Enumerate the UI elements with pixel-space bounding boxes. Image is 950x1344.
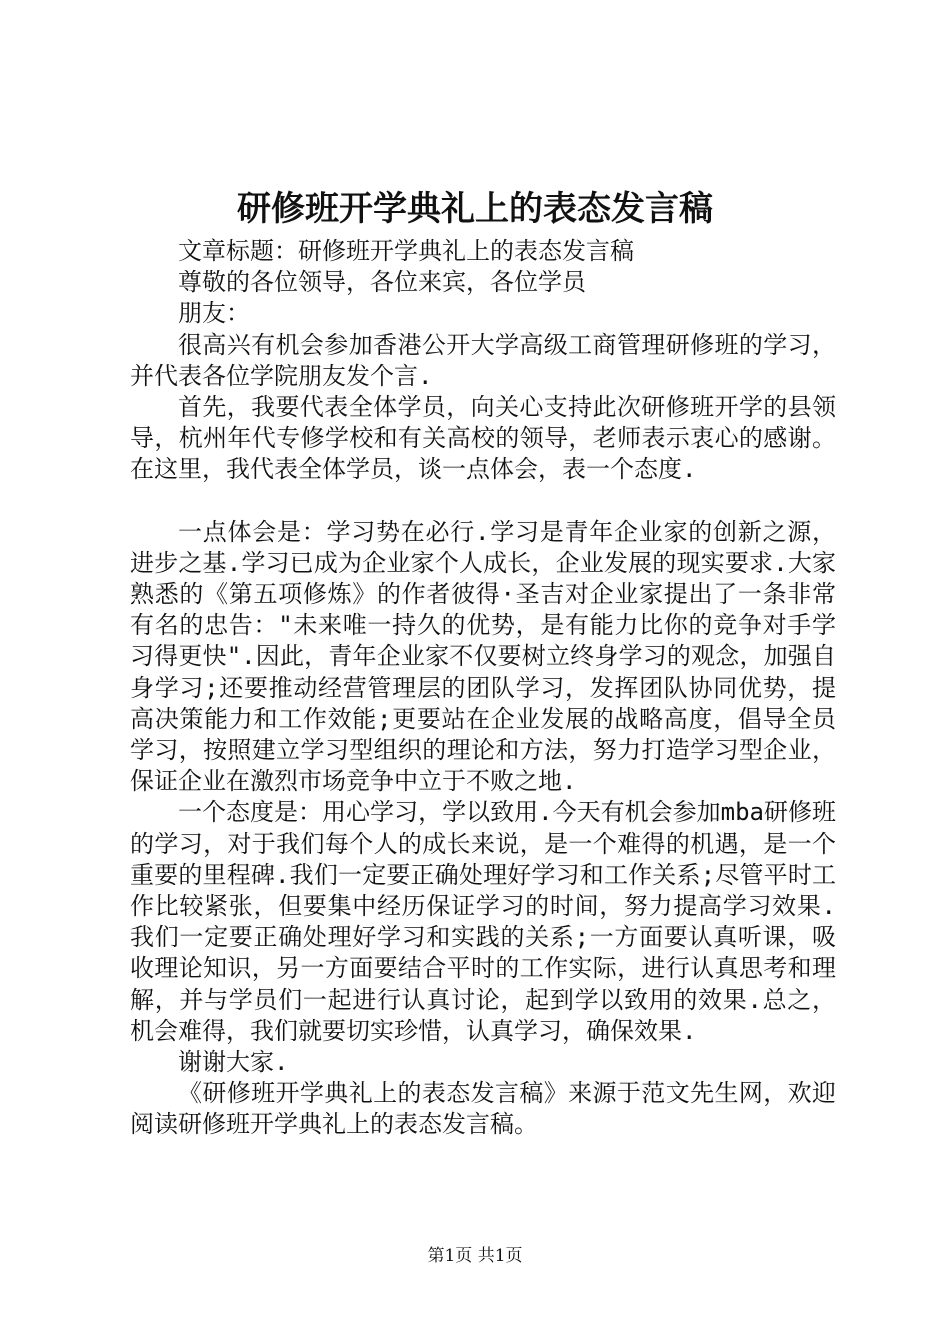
paragraph-article-title: 文章标题：研修班开学典礼上的表态发言稿: [178, 237, 634, 265]
paragraph-source: 《研修班开学典礼上的表态发言稿》来源于范文先生网，欢迎阅读研修班开学典礼上的表态发言稿。: [130, 1079, 836, 1139]
paragraph-attitude: 一个态度是：用心学习，学以致用.今天有机会参加mba研修班的学习，对于我们每个人的成长来说，是一个难得的机遇，是一个重要的里程碑.我们一定要正确处理好学习和工作关系;尽管平时工作比较紧张，但要集中经历保证学习的时间，努力提高学习效果.我们一定要正确处理好学习和实践的关系;一方面要认真听课，吸收理论知识，另一方面要结合平时的工作实际，进行认真思考和理解，并与学员们一起进行认真讨论，起到学以致用的效果.总之，机会难得，我们就要切实珍惜，认真学习，确保效果.: [130, 798, 836, 1045]
document-body: [130, 236, 836, 1141]
paragraph-opening: 很高兴有机会参加香港公开大学高级工商管理研修班的学习，并代表各位学院朋友发个言.: [130, 330, 836, 390]
paragraph-salutation: 尊敬的各位领导，各位来宾，各位学员: [178, 268, 586, 297]
paragraph-experience: 一点体会是：学习势在必行.学习是青年企业家的创新之源，进步之基.学习已成为企业家个人成长，企业发展的现实要求.大家熟悉的《第五项修炼》的作者彼得·圣吉对企业家提出了一条非常有名的忠告："未来唯一持久的优势，是有能力比你的竞争对手学习得更快".因此，青年企业家不仅要树立终身学习的观念，加强自身学习;还要推动经营管理层的团队学习，发挥团队协同优势，提高决策能力和工作效能;更要站在企业发展的战略高度，倡导全员学习，按照建立学习型组织的理论和方法，努力打造学习型企业，保证企业在激烈市场竞争中立于不败之地.: [130, 517, 836, 796]
paragraph-salutation-cont: 朋友：: [178, 299, 250, 328]
document-title: 研修班开学典礼上的表态发言稿: [237, 189, 713, 229]
paragraph-closing: 谢谢大家.: [178, 1048, 289, 1077]
paragraph-thanks: 首先，我要代表全体学员，向关心支持此次研修班开学的县领导，杭州年代专修学校和有关高校的领导，老师表示衷心的感谢。在这里，我代表全体学员，谈一点体会，表一个态度.: [130, 393, 836, 484]
page-number: 第1页 共1页: [427, 1246, 523, 1266]
